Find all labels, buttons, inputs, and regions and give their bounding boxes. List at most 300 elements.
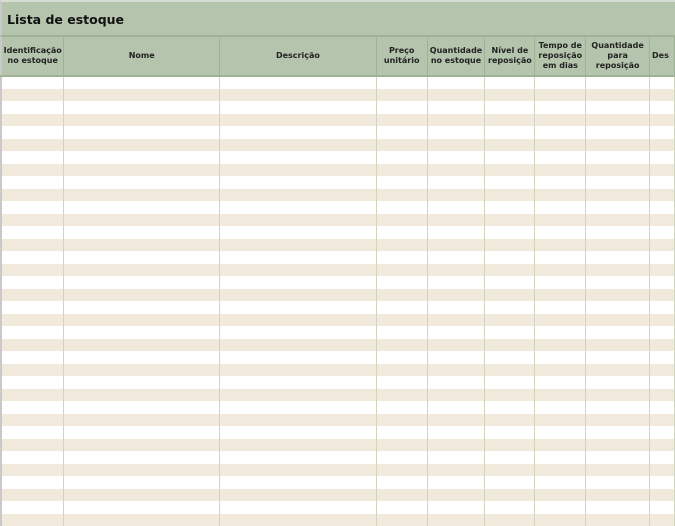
table-cell[interactable] bbox=[427, 351, 485, 364]
table-cell[interactable] bbox=[219, 451, 376, 464]
table-cell[interactable] bbox=[64, 414, 220, 427]
table-cell[interactable] bbox=[485, 426, 535, 439]
table-cell[interactable] bbox=[64, 201, 220, 214]
table-cell[interactable] bbox=[64, 326, 220, 339]
table-cell[interactable] bbox=[1, 326, 64, 339]
table-cell[interactable] bbox=[535, 326, 586, 339]
table-cell[interactable] bbox=[376, 351, 427, 364]
table-cell[interactable] bbox=[64, 476, 220, 489]
col-header-discontinued[interactable]: Des bbox=[650, 37, 675, 76]
table-cell[interactable] bbox=[219, 226, 376, 239]
table-cell[interactable] bbox=[219, 314, 376, 327]
table-cell[interactable] bbox=[64, 89, 220, 102]
table-cell[interactable] bbox=[650, 364, 675, 377]
table-cell[interactable] bbox=[64, 426, 220, 439]
col-header-reorder-level[interactable]: Nível de reposição bbox=[485, 37, 535, 76]
table-cell[interactable] bbox=[64, 239, 220, 252]
table-cell[interactable] bbox=[485, 101, 535, 114]
table-cell[interactable] bbox=[1, 414, 64, 427]
table-cell[interactable] bbox=[219, 151, 376, 164]
table-cell[interactable] bbox=[586, 201, 650, 214]
table-cell[interactable] bbox=[427, 139, 485, 152]
table-cell[interactable] bbox=[535, 464, 586, 477]
table-cell[interactable] bbox=[485, 489, 535, 502]
table-cell[interactable] bbox=[376, 439, 427, 452]
table-cell[interactable] bbox=[1, 164, 64, 177]
table-cell[interactable] bbox=[586, 264, 650, 277]
table-cell[interactable] bbox=[1, 89, 64, 102]
table-cell[interactable] bbox=[1, 276, 64, 289]
table-cell[interactable] bbox=[427, 76, 485, 89]
table-cell[interactable] bbox=[427, 326, 485, 339]
table-cell[interactable] bbox=[219, 251, 376, 264]
table-cell[interactable] bbox=[485, 89, 535, 102]
table-cell[interactable] bbox=[586, 476, 650, 489]
table-cell[interactable] bbox=[535, 314, 586, 327]
table-cell[interactable] bbox=[427, 364, 485, 377]
table-cell[interactable] bbox=[586, 276, 650, 289]
table-cell[interactable] bbox=[650, 439, 675, 452]
table-cell[interactable] bbox=[485, 151, 535, 164]
table-cell[interactable] bbox=[427, 126, 485, 139]
table-cell[interactable] bbox=[1, 226, 64, 239]
table-cell[interactable] bbox=[535, 164, 586, 177]
table-cell[interactable] bbox=[485, 251, 535, 264]
table-cell[interactable] bbox=[1, 114, 64, 127]
table-cell[interactable] bbox=[1, 376, 64, 389]
table-cell[interactable] bbox=[219, 76, 376, 89]
table-cell[interactable] bbox=[376, 301, 427, 314]
table-cell[interactable] bbox=[485, 476, 535, 489]
table-cell[interactable] bbox=[219, 339, 376, 352]
col-header-stock-qty[interactable]: Quantidade no estoque bbox=[427, 37, 485, 76]
table-cell[interactable] bbox=[219, 214, 376, 227]
table-cell[interactable] bbox=[64, 151, 220, 164]
table-cell[interactable] bbox=[535, 476, 586, 489]
table-cell[interactable] bbox=[427, 201, 485, 214]
table-cell[interactable] bbox=[485, 339, 535, 352]
table-cell[interactable] bbox=[427, 251, 485, 264]
table-cell[interactable] bbox=[586, 239, 650, 252]
table-cell[interactable] bbox=[376, 389, 427, 402]
table-cell[interactable] bbox=[427, 264, 485, 277]
table-cell[interactable] bbox=[586, 451, 650, 464]
table-cell[interactable] bbox=[219, 301, 376, 314]
table-cell[interactable] bbox=[485, 501, 535, 514]
table-cell[interactable] bbox=[535, 101, 586, 114]
table-cell[interactable] bbox=[1, 101, 64, 114]
table-cell[interactable] bbox=[485, 276, 535, 289]
table-cell[interactable] bbox=[219, 401, 376, 414]
table-cell[interactable] bbox=[64, 376, 220, 389]
table-cell[interactable] bbox=[1, 351, 64, 364]
table-cell[interactable] bbox=[485, 239, 535, 252]
table-cell[interactable] bbox=[650, 326, 675, 339]
table-cell[interactable] bbox=[650, 239, 675, 252]
table-cell[interactable] bbox=[485, 201, 535, 214]
table-cell[interactable] bbox=[586, 426, 650, 439]
col-header-reorder-qty[interactable]: Quantidade para reposição bbox=[586, 37, 650, 76]
table-cell[interactable] bbox=[219, 389, 376, 402]
table-cell[interactable] bbox=[427, 89, 485, 102]
table-cell[interactable] bbox=[535, 501, 586, 514]
table-cell[interactable] bbox=[219, 439, 376, 452]
table-cell[interactable] bbox=[650, 264, 675, 277]
table-cell[interactable] bbox=[64, 251, 220, 264]
table-cell[interactable] bbox=[219, 139, 376, 152]
table-cell[interactable] bbox=[64, 501, 220, 514]
table-cell[interactable] bbox=[376, 364, 427, 377]
table-cell[interactable] bbox=[485, 351, 535, 364]
table-cell[interactable] bbox=[376, 126, 427, 139]
table-cell[interactable] bbox=[586, 314, 650, 327]
table-cell[interactable] bbox=[219, 351, 376, 364]
table-cell[interactable] bbox=[535, 239, 586, 252]
table-cell[interactable] bbox=[485, 439, 535, 452]
table-cell[interactable] bbox=[485, 189, 535, 202]
table-cell[interactable] bbox=[650, 251, 675, 264]
table-cell[interactable] bbox=[586, 164, 650, 177]
table-cell[interactable] bbox=[427, 339, 485, 352]
table-cell[interactable] bbox=[650, 414, 675, 427]
table-cell[interactable] bbox=[219, 501, 376, 514]
table-cell[interactable] bbox=[650, 489, 675, 502]
table-cell[interactable] bbox=[376, 339, 427, 352]
table-cell[interactable] bbox=[376, 464, 427, 477]
table-cell[interactable] bbox=[586, 489, 650, 502]
table-cell[interactable] bbox=[427, 214, 485, 227]
table-cell[interactable] bbox=[650, 201, 675, 214]
table-cell[interactable] bbox=[427, 426, 485, 439]
table-cell[interactable] bbox=[535, 89, 586, 102]
table-cell[interactable] bbox=[485, 139, 535, 152]
table-cell[interactable] bbox=[1, 126, 64, 139]
table-cell[interactable] bbox=[650, 101, 675, 114]
table-cell[interactable] bbox=[1, 239, 64, 252]
table-cell[interactable] bbox=[427, 276, 485, 289]
table-cell[interactable] bbox=[219, 289, 376, 302]
table-cell[interactable] bbox=[1, 364, 64, 377]
table-cell[interactable] bbox=[586, 226, 650, 239]
table-cell[interactable] bbox=[485, 326, 535, 339]
table-cell[interactable] bbox=[376, 226, 427, 239]
table-cell[interactable] bbox=[586, 139, 650, 152]
table-cell[interactable] bbox=[586, 151, 650, 164]
table-cell[interactable] bbox=[219, 264, 376, 277]
table-cell[interactable] bbox=[64, 76, 220, 89]
col-header-reorder-days[interactable]: Tempo de reposição em dias bbox=[535, 37, 586, 76]
table-cell[interactable] bbox=[64, 189, 220, 202]
table-cell[interactable] bbox=[219, 476, 376, 489]
table-cell[interactable] bbox=[586, 326, 650, 339]
table-cell[interactable] bbox=[427, 401, 485, 414]
table-cell[interactable] bbox=[64, 176, 220, 189]
table-cell[interactable] bbox=[650, 451, 675, 464]
table-cell[interactable] bbox=[586, 301, 650, 314]
table-cell[interactable] bbox=[1, 389, 64, 402]
table-cell[interactable] bbox=[485, 464, 535, 477]
table-cell[interactable] bbox=[586, 414, 650, 427]
table-cell[interactable] bbox=[535, 114, 586, 127]
table-cell[interactable] bbox=[376, 476, 427, 489]
table-cell[interactable] bbox=[650, 426, 675, 439]
table-cell[interactable] bbox=[427, 151, 485, 164]
table-cell[interactable] bbox=[535, 351, 586, 364]
table-cell[interactable] bbox=[650, 189, 675, 202]
table-cell[interactable] bbox=[376, 276, 427, 289]
table-cell[interactable] bbox=[535, 189, 586, 202]
table-cell[interactable] bbox=[427, 451, 485, 464]
col-header-name[interactable]: Nome bbox=[64, 37, 220, 76]
table-cell[interactable] bbox=[650, 114, 675, 127]
table-cell[interactable] bbox=[64, 364, 220, 377]
table-cell[interactable] bbox=[64, 489, 220, 502]
table-cell[interactable] bbox=[64, 464, 220, 477]
table-cell[interactable] bbox=[535, 226, 586, 239]
table-cell[interactable] bbox=[485, 264, 535, 277]
table-cell[interactable] bbox=[485, 376, 535, 389]
table-cell[interactable] bbox=[219, 464, 376, 477]
table-cell[interactable] bbox=[1, 476, 64, 489]
table-cell[interactable] bbox=[427, 464, 485, 477]
table-cell[interactable] bbox=[650, 214, 675, 227]
table-cell[interactable] bbox=[586, 364, 650, 377]
table-cell[interactable] bbox=[1, 401, 64, 414]
table-cell[interactable] bbox=[535, 489, 586, 502]
table-cell[interactable] bbox=[535, 126, 586, 139]
table-cell[interactable] bbox=[1, 301, 64, 314]
table-cell[interactable] bbox=[219, 239, 376, 252]
table-cell[interactable] bbox=[376, 401, 427, 414]
table-cell[interactable] bbox=[535, 139, 586, 152]
table-cell[interactable] bbox=[650, 226, 675, 239]
table-cell[interactable] bbox=[586, 401, 650, 414]
table-cell[interactable] bbox=[1, 251, 64, 264]
table-cell[interactable] bbox=[219, 201, 376, 214]
table-cell[interactable] bbox=[427, 226, 485, 239]
table-cell[interactable] bbox=[64, 214, 220, 227]
table-cell[interactable] bbox=[64, 264, 220, 277]
table-cell[interactable] bbox=[535, 426, 586, 439]
table-cell[interactable] bbox=[219, 101, 376, 114]
table-cell[interactable] bbox=[1, 489, 64, 502]
table-cell[interactable] bbox=[1, 451, 64, 464]
table-cell[interactable] bbox=[650, 301, 675, 314]
col-header-unit-price[interactable]: Preço unitário bbox=[376, 37, 427, 76]
table-cell[interactable] bbox=[1, 314, 64, 327]
table-cell[interactable] bbox=[650, 164, 675, 177]
table-cell[interactable] bbox=[1, 464, 64, 477]
table-cell[interactable] bbox=[586, 114, 650, 127]
table-cell[interactable] bbox=[376, 376, 427, 389]
table-cell[interactable] bbox=[586, 214, 650, 227]
table-cell[interactable] bbox=[427, 301, 485, 314]
table-cell[interactable] bbox=[427, 376, 485, 389]
table-cell[interactable] bbox=[650, 501, 675, 514]
table-cell[interactable] bbox=[485, 126, 535, 139]
table-cell[interactable] bbox=[219, 414, 376, 427]
table-cell[interactable] bbox=[376, 264, 427, 277]
table-cell[interactable] bbox=[376, 414, 427, 427]
table-cell[interactable] bbox=[485, 76, 535, 89]
table-cell[interactable] bbox=[64, 314, 220, 327]
table-cell[interactable] bbox=[1, 76, 64, 89]
table-cell[interactable] bbox=[427, 439, 485, 452]
table-cell[interactable] bbox=[650, 476, 675, 489]
table-cell[interactable] bbox=[1, 214, 64, 227]
table-cell[interactable] bbox=[586, 176, 650, 189]
table-cell[interactable] bbox=[64, 139, 220, 152]
table-cell[interactable] bbox=[535, 339, 586, 352]
table-cell[interactable] bbox=[376, 114, 427, 127]
table-cell[interactable] bbox=[485, 176, 535, 189]
table-cell[interactable] bbox=[535, 251, 586, 264]
table-cell[interactable] bbox=[1, 151, 64, 164]
table-cell[interactable] bbox=[485, 451, 535, 464]
table-cell[interactable] bbox=[376, 251, 427, 264]
table-cell[interactable] bbox=[64, 126, 220, 139]
table-cell[interactable] bbox=[586, 289, 650, 302]
table-cell[interactable] bbox=[535, 151, 586, 164]
table-cell[interactable] bbox=[535, 364, 586, 377]
table-cell[interactable] bbox=[650, 389, 675, 402]
table-cell[interactable] bbox=[485, 214, 535, 227]
table-cell[interactable] bbox=[650, 126, 675, 139]
table-cell[interactable] bbox=[427, 476, 485, 489]
table-cell[interactable] bbox=[1, 139, 64, 152]
table-cell[interactable] bbox=[586, 89, 650, 102]
table-cell[interactable] bbox=[485, 389, 535, 402]
table-cell[interactable] bbox=[1, 189, 64, 202]
table-cell[interactable] bbox=[1, 264, 64, 277]
table-cell[interactable] bbox=[219, 126, 376, 139]
table-cell[interactable] bbox=[64, 301, 220, 314]
table-cell[interactable] bbox=[427, 164, 485, 177]
table-cell[interactable] bbox=[219, 189, 376, 202]
table-cell[interactable] bbox=[650, 151, 675, 164]
table-cell[interactable] bbox=[376, 214, 427, 227]
table-cell[interactable] bbox=[586, 351, 650, 364]
table-cell[interactable] bbox=[535, 451, 586, 464]
table-cell[interactable] bbox=[535, 214, 586, 227]
table-cell[interactable] bbox=[219, 364, 376, 377]
table-cell[interactable] bbox=[535, 301, 586, 314]
table-cell[interactable] bbox=[485, 401, 535, 414]
table-cell[interactable] bbox=[535, 264, 586, 277]
table-cell[interactable] bbox=[64, 401, 220, 414]
table-cell[interactable] bbox=[376, 489, 427, 502]
table-cell[interactable] bbox=[535, 76, 586, 89]
table-cell[interactable] bbox=[376, 151, 427, 164]
table-cell[interactable] bbox=[1, 176, 64, 189]
table-cell[interactable] bbox=[535, 176, 586, 189]
table-cell[interactable] bbox=[1, 201, 64, 214]
table-cell[interactable] bbox=[1, 439, 64, 452]
table-cell[interactable] bbox=[376, 164, 427, 177]
table-cell[interactable] bbox=[535, 401, 586, 414]
table-cell[interactable] bbox=[64, 164, 220, 177]
table-cell[interactable] bbox=[650, 76, 675, 89]
table-cell[interactable] bbox=[485, 364, 535, 377]
table-cell[interactable] bbox=[427, 489, 485, 502]
table-cell[interactable] bbox=[650, 176, 675, 189]
table-cell[interactable] bbox=[64, 101, 220, 114]
table-cell[interactable] bbox=[427, 289, 485, 302]
table-cell[interactable] bbox=[219, 164, 376, 177]
table-cell[interactable] bbox=[535, 414, 586, 427]
table-cell[interactable] bbox=[1, 426, 64, 439]
table-cell[interactable] bbox=[376, 176, 427, 189]
table-cell[interactable] bbox=[376, 139, 427, 152]
table-cell[interactable] bbox=[485, 164, 535, 177]
table-cell[interactable] bbox=[376, 201, 427, 214]
table-cell[interactable] bbox=[427, 414, 485, 427]
table-cell[interactable] bbox=[376, 101, 427, 114]
col-header-description[interactable]: Descrição bbox=[219, 37, 376, 76]
table-cell[interactable] bbox=[650, 401, 675, 414]
table-cell[interactable] bbox=[650, 139, 675, 152]
table-cell[interactable] bbox=[650, 314, 675, 327]
table-cell[interactable] bbox=[64, 276, 220, 289]
table-cell[interactable] bbox=[535, 276, 586, 289]
table-cell[interactable] bbox=[586, 501, 650, 514]
table-cell[interactable] bbox=[427, 239, 485, 252]
table-cell[interactable] bbox=[586, 189, 650, 202]
table-cell[interactable] bbox=[485, 314, 535, 327]
table-cell[interactable] bbox=[427, 189, 485, 202]
table-cell[interactable] bbox=[64, 226, 220, 239]
table-cell[interactable] bbox=[586, 101, 650, 114]
table-cell[interactable] bbox=[485, 301, 535, 314]
table-cell[interactable] bbox=[219, 376, 376, 389]
table-cell[interactable] bbox=[427, 501, 485, 514]
table-cell[interactable] bbox=[376, 426, 427, 439]
table-cell[interactable] bbox=[64, 114, 220, 127]
table-cell[interactable] bbox=[64, 439, 220, 452]
table-cell[interactable] bbox=[650, 339, 675, 352]
table-cell[interactable] bbox=[535, 201, 586, 214]
table-cell[interactable] bbox=[650, 89, 675, 102]
table-cell[interactable] bbox=[535, 376, 586, 389]
table-cell[interactable] bbox=[586, 464, 650, 477]
table-cell[interactable] bbox=[376, 289, 427, 302]
table-cell[interactable] bbox=[219, 114, 376, 127]
table-cell[interactable] bbox=[535, 289, 586, 302]
table-cell[interactable] bbox=[64, 451, 220, 464]
table-cell[interactable] bbox=[427, 101, 485, 114]
table-cell[interactable] bbox=[485, 289, 535, 302]
table-cell[interactable] bbox=[427, 314, 485, 327]
table-cell[interactable] bbox=[219, 89, 376, 102]
table-cell[interactable] bbox=[650, 351, 675, 364]
table-cell[interactable] bbox=[376, 451, 427, 464]
table-cell[interactable] bbox=[376, 76, 427, 89]
table-cell[interactable] bbox=[219, 326, 376, 339]
table-cell[interactable] bbox=[219, 426, 376, 439]
table-cell[interactable] bbox=[427, 114, 485, 127]
table-cell[interactable] bbox=[427, 389, 485, 402]
table-cell[interactable] bbox=[64, 351, 220, 364]
table-cell[interactable] bbox=[219, 276, 376, 289]
table-cell[interactable] bbox=[650, 276, 675, 289]
table-cell[interactable] bbox=[535, 389, 586, 402]
table-cell[interactable] bbox=[64, 339, 220, 352]
table-cell[interactable] bbox=[586, 126, 650, 139]
table-cell[interactable] bbox=[650, 376, 675, 389]
table-cell[interactable] bbox=[485, 226, 535, 239]
table-cell[interactable] bbox=[586, 76, 650, 89]
table-cell[interactable] bbox=[586, 439, 650, 452]
